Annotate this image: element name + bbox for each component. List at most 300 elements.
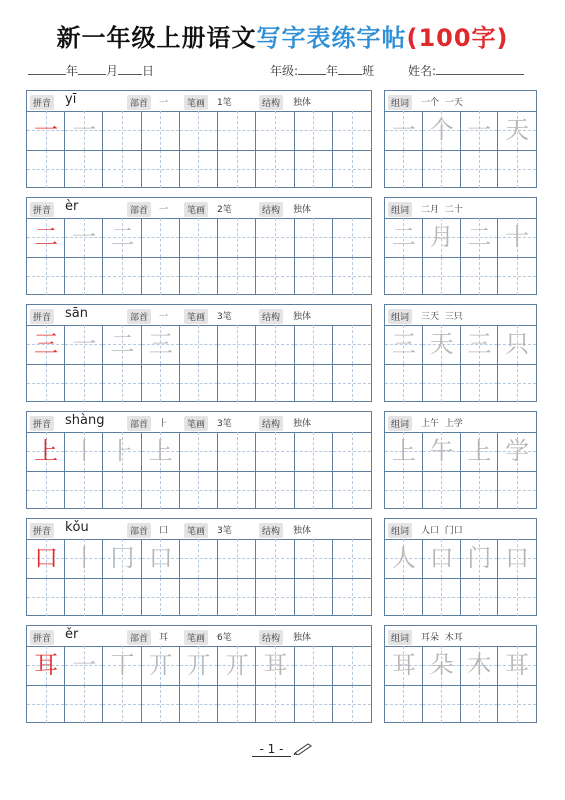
model-character: 耳 [34, 651, 59, 680]
grid-guide-vertical [237, 111, 238, 150]
strokes-label: 笔画 [184, 95, 208, 110]
stroke-order-step: ⺊ [110, 437, 135, 466]
grid-cell[interactable] [295, 432, 333, 471]
grid-cell[interactable] [295, 257, 333, 296]
grid-cell[interactable] [180, 257, 218, 296]
grid-cell[interactable] [461, 364, 499, 403]
grid-guide-vertical [352, 150, 353, 189]
grid-cell[interactable] [218, 539, 256, 578]
grid-cell[interactable] [65, 364, 103, 403]
grid-cell[interactable] [180, 111, 218, 150]
stroke-order-step: 一 [72, 223, 97, 252]
grid-cell[interactable] [333, 325, 371, 364]
grid-cell[interactable] [256, 111, 294, 150]
grid-guide-vertical [198, 432, 199, 471]
grid-cell[interactable] [142, 364, 180, 403]
strokes-value: 3笔 [217, 419, 232, 429]
grid-cell[interactable] [103, 150, 141, 189]
grid-guide-vertical [160, 578, 161, 617]
grid-guide-vertical [517, 685, 518, 724]
pinyin-label: 拼音 [30, 416, 54, 431]
grid-guide-vertical [313, 364, 314, 403]
trace-character: 朵 [429, 651, 454, 680]
grid-cell[interactable] [256, 150, 294, 189]
grid-cell[interactable] [333, 150, 371, 189]
trace-character: 十 [505, 223, 530, 252]
structure-value: 独体 [293, 419, 312, 429]
grid-guide-vertical [122, 685, 123, 724]
writing-grid [27, 325, 371, 401]
grid-cell[interactable] [461, 578, 499, 617]
class-label: 班 [362, 64, 375, 78]
model-character: 上 [34, 437, 59, 466]
grid-cell[interactable] [333, 218, 371, 257]
grid-guide-vertical [46, 685, 47, 724]
grid-row-divider [27, 257, 371, 258]
grid-cell[interactable] [423, 364, 461, 403]
grid-cell[interactable] [256, 325, 294, 364]
pinyin-value: èr [65, 199, 79, 214]
grid-guide-vertical [237, 578, 238, 617]
grid-cell[interactable] [256, 257, 294, 296]
grid-cell[interactable] [65, 685, 103, 724]
grid-guide-vertical [517, 578, 518, 617]
grid-cell[interactable] [218, 364, 256, 403]
grid-row-divider [27, 685, 371, 686]
grid-guide-vertical [237, 539, 238, 578]
trace-character: 耳 [391, 651, 416, 680]
grid-guide-vertical [198, 471, 199, 510]
model-character: 口 [34, 544, 59, 573]
grid-guide-vertical [517, 364, 518, 403]
grid-guide-vertical [479, 257, 480, 296]
structure-value: 独体 [293, 633, 312, 643]
grid-guide-vertical [403, 578, 404, 617]
grid-cell[interactable] [385, 685, 423, 724]
grid-cell[interactable] [256, 432, 294, 471]
grid-cell[interactable] [103, 257, 141, 296]
grade-year-label: 年 [326, 64, 339, 78]
grid-guide-vertical [313, 111, 314, 150]
grid-cell[interactable] [333, 471, 371, 510]
structure-label: 结构 [259, 630, 283, 645]
page-number: - 1 - [252, 742, 292, 757]
word-grid [385, 325, 536, 401]
grid-cell[interactable] [385, 257, 423, 296]
structure-label: 结构 [259, 95, 283, 110]
grid-cell[interactable] [256, 578, 294, 617]
grid-guide-vertical [84, 257, 85, 296]
grid-guide-vertical [313, 685, 314, 724]
trace-character: 三 [391, 330, 416, 359]
pinyin-label: 拼音 [30, 202, 54, 217]
grid-cell[interactable] [385, 578, 423, 617]
grid-cell[interactable] [333, 432, 371, 471]
page-title [0, 18, 565, 53]
strokes-label: 笔画 [184, 630, 208, 645]
model-character: 一 [34, 116, 59, 145]
grid-cell[interactable] [333, 111, 371, 150]
grid-cell[interactable] [218, 257, 256, 296]
grid-cell[interactable] [218, 578, 256, 617]
grid-cell[interactable] [333, 364, 371, 403]
grid-guide-vertical [275, 578, 276, 617]
grid-guide-vertical [237, 325, 238, 364]
grid-guide-vertical [313, 578, 314, 617]
grid-cell[interactable] [142, 685, 180, 724]
grid-guide-vertical [84, 150, 85, 189]
grid-cell[interactable] [27, 578, 65, 617]
word-grid [385, 432, 536, 508]
structure-value: 独体 [293, 312, 312, 322]
stroke-order-step: 一 [72, 330, 97, 359]
words-label: 组词 [388, 95, 412, 110]
grid-guide-vertical [160, 150, 161, 189]
grid-cell[interactable] [333, 646, 371, 685]
trace-character: 二 [467, 223, 492, 252]
radical-value: 一 [159, 98, 169, 108]
grid-cell[interactable] [180, 150, 218, 189]
pinyin-value: yī [65, 92, 77, 107]
grid-guide-vertical [160, 364, 161, 403]
grid-cell[interactable] [180, 364, 218, 403]
grid-guide-vertical [122, 111, 123, 150]
grid-guide-vertical [275, 218, 276, 257]
grid-cell[interactable] [103, 578, 141, 617]
strokes-value: 2笔 [217, 205, 232, 215]
word-practice-panel [384, 197, 537, 295]
grid-cell[interactable] [256, 471, 294, 510]
grid-guide-vertical [122, 364, 123, 403]
grid-cell[interactable] [218, 150, 256, 189]
stroke-order-step: 丌 [186, 651, 211, 680]
grid-cell[interactable] [461, 150, 499, 189]
grid-cell[interactable] [461, 257, 499, 296]
trace-character: 一 [391, 116, 416, 145]
writing-grid [27, 111, 371, 187]
grid-guide-vertical [352, 218, 353, 257]
grid-guide-vertical [275, 471, 276, 510]
word-grid [385, 646, 536, 722]
writing-grid [27, 218, 371, 294]
grid-row-divider [385, 257, 536, 258]
grid-guide-vertical [275, 325, 276, 364]
grid-cell[interactable] [333, 539, 371, 578]
stroke-order-step: 二 [110, 330, 135, 359]
grid-cell[interactable] [218, 218, 256, 257]
strokes-label: 笔画 [184, 416, 208, 431]
trace-character: 个 [429, 116, 454, 145]
character-info-header [27, 626, 371, 647]
grid-cell[interactable] [103, 364, 141, 403]
grid-cell[interactable] [295, 111, 333, 150]
grid-cell[interactable] [27, 257, 65, 296]
grid-cell[interactable] [218, 325, 256, 364]
grid-guide-vertical [313, 471, 314, 510]
trace-character: 天 [505, 116, 530, 145]
strokes-label: 笔画 [184, 309, 208, 324]
radical-label: 部首 [127, 309, 151, 324]
practice-row [26, 625, 537, 723]
stroke-practice-panel [26, 90, 372, 188]
grid-cell[interactable] [27, 471, 65, 510]
practice-row [26, 90, 537, 188]
grid-guide-vertical [198, 685, 199, 724]
grid-guide-vertical [403, 257, 404, 296]
grid-cell[interactable] [256, 364, 294, 403]
stroke-order-step: 口 [148, 544, 173, 573]
stroke-practice-panel [26, 304, 372, 402]
grid-cell[interactable] [333, 578, 371, 617]
grid-cell[interactable] [218, 685, 256, 724]
grid-guide-vertical [198, 111, 199, 150]
grid-guide-vertical [160, 111, 161, 150]
grid-guide-vertical [352, 432, 353, 471]
word-practice-panel [384, 518, 537, 616]
grid-guide-vertical [46, 578, 47, 617]
grid-guide-vertical [352, 685, 353, 724]
grid-cell[interactable] [295, 471, 333, 510]
grid-guide-vertical [84, 364, 85, 403]
trace-character: 一 [467, 116, 492, 145]
grid-guide-vertical [160, 685, 161, 724]
grid-guide-vertical [403, 364, 404, 403]
grid-guide-vertical [160, 471, 161, 510]
radical-value: 一 [159, 312, 169, 322]
grid-guide-vertical [313, 150, 314, 189]
word-practice-panel [384, 411, 537, 509]
grid-guide-vertical [160, 257, 161, 296]
grid-cell[interactable] [423, 578, 461, 617]
grid-cell[interactable] [295, 218, 333, 257]
grid-cell[interactable] [180, 471, 218, 510]
month-label: 月 [106, 64, 119, 78]
grid-cell[interactable] [180, 685, 218, 724]
words-header [385, 412, 536, 433]
words-label: 组词 [388, 630, 412, 645]
grid-guide-vertical [46, 257, 47, 296]
grid-cell[interactable] [423, 471, 461, 510]
grid-cell[interactable] [333, 257, 371, 296]
grid-cell[interactable] [498, 257, 536, 296]
grid-cell[interactable] [256, 685, 294, 724]
grid-cell[interactable] [142, 257, 180, 296]
grid-guide-vertical [313, 646, 314, 685]
grid-cell[interactable] [295, 150, 333, 189]
grid-cell[interactable] [180, 325, 218, 364]
grid-cell[interactable] [65, 257, 103, 296]
grid-cell[interactable] [27, 364, 65, 403]
grid-cell[interactable] [498, 150, 536, 189]
trace-character: 天 [429, 330, 454, 359]
grid-cell[interactable] [423, 685, 461, 724]
stroke-order-step: 丅 [110, 651, 135, 680]
writing-grid [27, 646, 371, 722]
word-practice-panel [384, 90, 537, 188]
grid-guide-vertical [517, 471, 518, 510]
grid-cell[interactable] [180, 218, 218, 257]
words-label: 组词 [388, 309, 412, 324]
practice-row [26, 411, 537, 509]
grid-cell[interactable] [218, 471, 256, 510]
grid-cell[interactable] [295, 685, 333, 724]
grid-cell[interactable] [295, 578, 333, 617]
grid-guide-vertical [122, 150, 123, 189]
grid-cell[interactable] [498, 578, 536, 617]
grid-cell[interactable] [256, 539, 294, 578]
grid-cell[interactable] [385, 150, 423, 189]
grid-cell[interactable] [27, 150, 65, 189]
model-character: 二 [34, 223, 59, 252]
title-part-blue: 写字表练字帖 [256, 24, 407, 52]
grid-cell[interactable] [65, 471, 103, 510]
trace-character: 口 [429, 544, 454, 573]
trace-character: 月 [429, 223, 454, 252]
grid-cell[interactable] [142, 471, 180, 510]
trace-character: 上 [467, 437, 492, 466]
word-practice-panel [384, 625, 537, 723]
grid-guide-vertical [403, 685, 404, 724]
grid-cell[interactable] [333, 685, 371, 724]
words-header [385, 519, 536, 540]
stroke-practice-panel [26, 411, 372, 509]
structure-label: 结构 [259, 523, 283, 538]
grid-cell[interactable] [142, 578, 180, 617]
grid-guide-vertical [275, 364, 276, 403]
grid-cell[interactable] [385, 471, 423, 510]
pinyin-label: 拼音 [30, 309, 54, 324]
grid-cell[interactable] [142, 150, 180, 189]
grid-cell[interactable] [65, 578, 103, 617]
grid-guide-vertical [441, 471, 442, 510]
pinyin-label: 拼音 [30, 95, 54, 110]
writing-grid [27, 539, 371, 615]
grid-cell[interactable] [218, 111, 256, 150]
stroke-practice-panel [26, 197, 372, 295]
grid-guide-vertical [313, 432, 314, 471]
grade-label: 年级: [270, 64, 299, 78]
grid-cell[interactable] [498, 364, 536, 403]
grid-cell[interactable] [180, 539, 218, 578]
stroke-order-step: 丨 [72, 544, 97, 573]
grid-cell[interactable] [295, 646, 333, 685]
grid-guide-vertical [237, 364, 238, 403]
trace-character: 人 [391, 544, 416, 573]
character-info-header [27, 305, 371, 326]
trace-character: 午 [429, 437, 454, 466]
words-value: 一个 一天 [421, 98, 463, 108]
practice-row [26, 304, 537, 402]
grid-row-divider [385, 685, 536, 686]
words-header [385, 91, 536, 112]
grid-guide-vertical [237, 471, 238, 510]
words-value: 三天 三只 [421, 312, 463, 322]
radical-label: 部首 [127, 202, 151, 217]
grid-guide-vertical [275, 539, 276, 578]
grid-cell[interactable] [103, 685, 141, 724]
trace-character: 口 [505, 544, 530, 573]
grid-cell[interactable] [180, 432, 218, 471]
grid-guide-vertical [352, 578, 353, 617]
stroke-order-step: 丨 [72, 437, 97, 466]
structure-value: 独体 [293, 205, 312, 215]
radical-label: 部首 [127, 630, 151, 645]
title-part-red: (100字) [406, 24, 509, 52]
radical-label: 部首 [127, 416, 151, 431]
grid-cell[interactable] [295, 325, 333, 364]
stroke-practice-panel [26, 625, 372, 723]
grid-guide-vertical [479, 471, 480, 510]
grid-cell[interactable] [423, 150, 461, 189]
stroke-order-step: 上 [148, 437, 173, 466]
grid-cell[interactable] [256, 218, 294, 257]
grid-row-divider [27, 578, 371, 579]
grid-guide-vertical [352, 111, 353, 150]
words-header [385, 626, 536, 647]
radical-value: 一 [159, 205, 169, 215]
grid-guide-vertical [122, 578, 123, 617]
grid-cell[interactable] [27, 685, 65, 724]
trace-character: 上 [391, 437, 416, 466]
grid-cell[interactable] [498, 685, 536, 724]
words-header [385, 198, 536, 219]
radical-label: 部首 [127, 523, 151, 538]
stroke-order-step: 一 [72, 116, 97, 145]
grid-row-divider [385, 150, 536, 151]
grid-cell[interactable] [295, 364, 333, 403]
grid-guide-vertical [313, 218, 314, 257]
grid-cell[interactable] [461, 471, 499, 510]
strokes-value: 3笔 [217, 526, 232, 536]
grid-cell[interactable] [423, 257, 461, 296]
stroke-order-step: 三 [148, 330, 173, 359]
structure-label: 结构 [259, 309, 283, 324]
grid-cell[interactable] [142, 111, 180, 150]
grid-guide-vertical [198, 257, 199, 296]
title-part-black: 新一年级上册语文 [56, 24, 257, 52]
grid-guide-vertical [441, 578, 442, 617]
word-grid [385, 218, 536, 294]
grid-guide-vertical [479, 578, 480, 617]
character-info-header [27, 91, 371, 112]
grid-row-divider [385, 471, 536, 472]
grid-guide-vertical [198, 150, 199, 189]
grid-cell[interactable] [65, 150, 103, 189]
grid-guide-vertical [275, 432, 276, 471]
grid-row-divider [385, 364, 536, 365]
grid-guide-vertical [352, 646, 353, 685]
grid-cell[interactable] [180, 578, 218, 617]
grid-guide-vertical [313, 257, 314, 296]
structure-label: 结构 [259, 416, 283, 431]
grid-guide-vertical [275, 111, 276, 150]
grid-cell[interactable] [498, 471, 536, 510]
radical-value: 口 [159, 526, 169, 536]
grid-guide-vertical [352, 471, 353, 510]
grid-cell[interactable] [461, 685, 499, 724]
practice-row [26, 197, 537, 295]
grid-guide-vertical [352, 364, 353, 403]
character-info-header [27, 519, 371, 540]
grid-cell[interactable] [142, 218, 180, 257]
trace-character: 二 [391, 223, 416, 252]
grid-cell[interactable] [295, 539, 333, 578]
grid-cell[interactable] [103, 111, 141, 150]
words-label: 组词 [388, 523, 412, 538]
grid-cell[interactable] [385, 364, 423, 403]
grid-cell[interactable] [218, 432, 256, 471]
grid-cell[interactable] [103, 471, 141, 510]
